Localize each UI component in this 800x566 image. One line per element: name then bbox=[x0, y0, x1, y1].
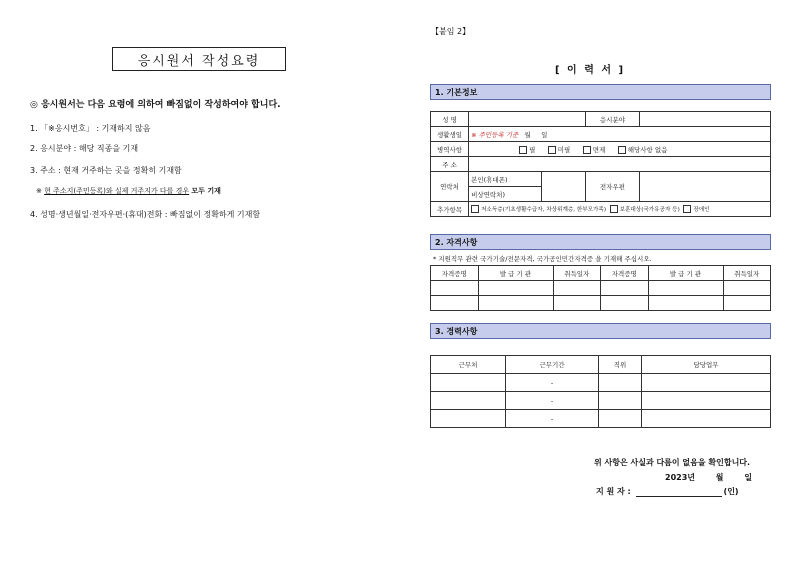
checkbox[interactable] bbox=[471, 205, 479, 213]
career-table bbox=[430, 355, 771, 428]
note-prefix: ※ bbox=[36, 187, 45, 195]
qual-cell[interactable] bbox=[553, 296, 601, 311]
qual-cell[interactable] bbox=[431, 281, 479, 296]
extra-opt: 장애인 bbox=[693, 206, 710, 213]
qual-cell[interactable] bbox=[431, 296, 479, 311]
career-cell[interactable] bbox=[431, 374, 506, 392]
career-cell[interactable] bbox=[431, 410, 506, 428]
extra-options bbox=[469, 202, 771, 217]
career-header: 근무처 bbox=[431, 356, 506, 374]
qual-cell[interactable] bbox=[723, 296, 771, 311]
career-cell[interactable] bbox=[599, 410, 642, 428]
applicant-label: 지 원 자 : bbox=[596, 487, 631, 496]
basic-info-table bbox=[430, 111, 771, 217]
address-field[interactable] bbox=[469, 157, 771, 172]
address-label: 주 소 bbox=[431, 157, 469, 172]
career-cell[interactable] bbox=[431, 392, 506, 410]
checkbox[interactable] bbox=[610, 205, 618, 213]
qual-cell[interactable] bbox=[553, 281, 601, 296]
guide-item-4: 4. 성명·생년월일·전자우편·(휴대)전화 : 빠짐없이 정확하게 기재함 bbox=[30, 210, 261, 219]
career-header: 직위 bbox=[599, 356, 642, 374]
birth-hint: ※ 주민등록 기준 bbox=[471, 130, 519, 139]
guide-item-2: 2. 응시분야 : 해당 직종을 기재 bbox=[30, 144, 139, 153]
career-header: 근무기간 bbox=[506, 356, 599, 374]
email-label: 전자우편 bbox=[586, 172, 640, 202]
career-cell[interactable]: - bbox=[506, 374, 599, 392]
attachment-label: 【붙임 2】 bbox=[431, 27, 471, 36]
phone-field[interactable] bbox=[542, 172, 586, 202]
checkbox[interactable] bbox=[618, 146, 626, 154]
mil-opt: 미필 bbox=[557, 145, 571, 154]
qual-header: 취득일자 bbox=[723, 266, 771, 281]
note-bold: 모두 기재 bbox=[191, 187, 221, 195]
year-label: 2023년 bbox=[665, 473, 695, 482]
birth-label: 생활생일 bbox=[431, 127, 469, 142]
signature-field[interactable] bbox=[636, 488, 722, 497]
mil-opt: 해당사항 없음 bbox=[627, 145, 668, 154]
career-cell[interactable] bbox=[642, 392, 771, 410]
extra-label: 추가항목 bbox=[431, 202, 469, 217]
phone-emergency-label: 비상연락처) bbox=[469, 187, 542, 202]
table-row bbox=[431, 410, 771, 428]
note-underlined: 현 주소지(주민등록)와 실제 거주지가 다를 경우 bbox=[44, 187, 190, 195]
birth-field[interactable] bbox=[469, 127, 771, 142]
table-row bbox=[431, 392, 771, 410]
qual-cell[interactable] bbox=[478, 296, 553, 311]
qual-cell[interactable] bbox=[723, 281, 771, 296]
qual-cell[interactable] bbox=[648, 281, 723, 296]
guide-item-1: 1. 「※응시번호」 : 기재하지 않음 bbox=[30, 124, 151, 133]
field-label: 응시분야 bbox=[586, 112, 640, 127]
day-label: 일 bbox=[541, 130, 548, 139]
guide-intro: ◎ 응시원서는 다음 요령에 의하여 빠짐없이 작성하여야 합니다. bbox=[30, 100, 281, 110]
qual-cell[interactable] bbox=[601, 281, 649, 296]
qual-cell[interactable] bbox=[478, 281, 553, 296]
name-field[interactable] bbox=[469, 112, 586, 127]
career-cell[interactable] bbox=[642, 410, 771, 428]
qual-cell[interactable] bbox=[648, 296, 723, 311]
career-cell[interactable] bbox=[599, 392, 642, 410]
career-cell[interactable]: - bbox=[506, 410, 599, 428]
checkbox[interactable] bbox=[683, 205, 691, 213]
guide-title: 응시원서 작성요령 bbox=[112, 47, 286, 71]
section-career: 3. 경력사항 bbox=[430, 323, 771, 339]
career-cell[interactable] bbox=[599, 374, 642, 392]
military-options bbox=[469, 142, 771, 157]
military-label: 병역사항 bbox=[431, 142, 469, 157]
confirmation-text: 위 사항은 사실과 다름이 없음을 확인합니다. bbox=[594, 458, 751, 467]
checkbox[interactable] bbox=[583, 146, 591, 154]
phone-self-label: 본인(휴대폰) bbox=[469, 172, 542, 187]
qual-header: 발 급 기 관 bbox=[648, 266, 723, 281]
career-cell[interactable] bbox=[642, 374, 771, 392]
section-qualifications: 2. 자격사항 bbox=[430, 234, 771, 250]
contact-label: 연락처 bbox=[431, 172, 469, 202]
qual-cell[interactable] bbox=[601, 296, 649, 311]
qual-header: 자격증명 bbox=[431, 266, 479, 281]
date-line bbox=[665, 472, 752, 483]
guide-note bbox=[36, 186, 221, 196]
guide-item-3: 3. 주소 : 현재 거주하는 곳을 정확히 기재함 bbox=[30, 166, 182, 175]
name-label: 성 명 bbox=[431, 112, 469, 127]
qualification-note: * 지원직무 관련 국가기술/전문자격, 국가공인민간자격증 을 기재해 주십시오. bbox=[433, 255, 652, 263]
career-header: 담당업무 bbox=[642, 356, 771, 374]
career-cell[interactable]: - bbox=[506, 392, 599, 410]
checkbox[interactable] bbox=[548, 146, 556, 154]
month-label: 월 bbox=[715, 473, 724, 482]
resume-title: [ 이 력 서 ] bbox=[555, 65, 626, 76]
mil-opt: 필 bbox=[529, 145, 536, 154]
qual-header: 발 급 기 관 bbox=[478, 266, 553, 281]
qualification-table bbox=[430, 265, 771, 311]
applicant-line bbox=[596, 486, 739, 497]
month-label: 월 bbox=[524, 130, 531, 139]
field-input[interactable] bbox=[639, 112, 770, 127]
section-basic-info: 1. 기본정보 bbox=[430, 84, 771, 100]
mil-opt: 면제 bbox=[592, 145, 606, 154]
table-row bbox=[431, 374, 771, 392]
email-field[interactable] bbox=[639, 172, 770, 202]
seal-label: (인) bbox=[723, 487, 739, 496]
qual-header: 자격증명 bbox=[601, 266, 649, 281]
checkbox[interactable] bbox=[519, 146, 527, 154]
qual-header: 취득일자 bbox=[553, 266, 601, 281]
extra-opt: 보훈대상(국가유공자 등) bbox=[619, 206, 680, 213]
day-label: 일 bbox=[744, 473, 753, 482]
table-row bbox=[431, 296, 771, 311]
extra-opt: 저소득층(기초생활수급자, 차상위계층, 한부모가족) bbox=[481, 206, 607, 213]
table-row bbox=[431, 281, 771, 296]
